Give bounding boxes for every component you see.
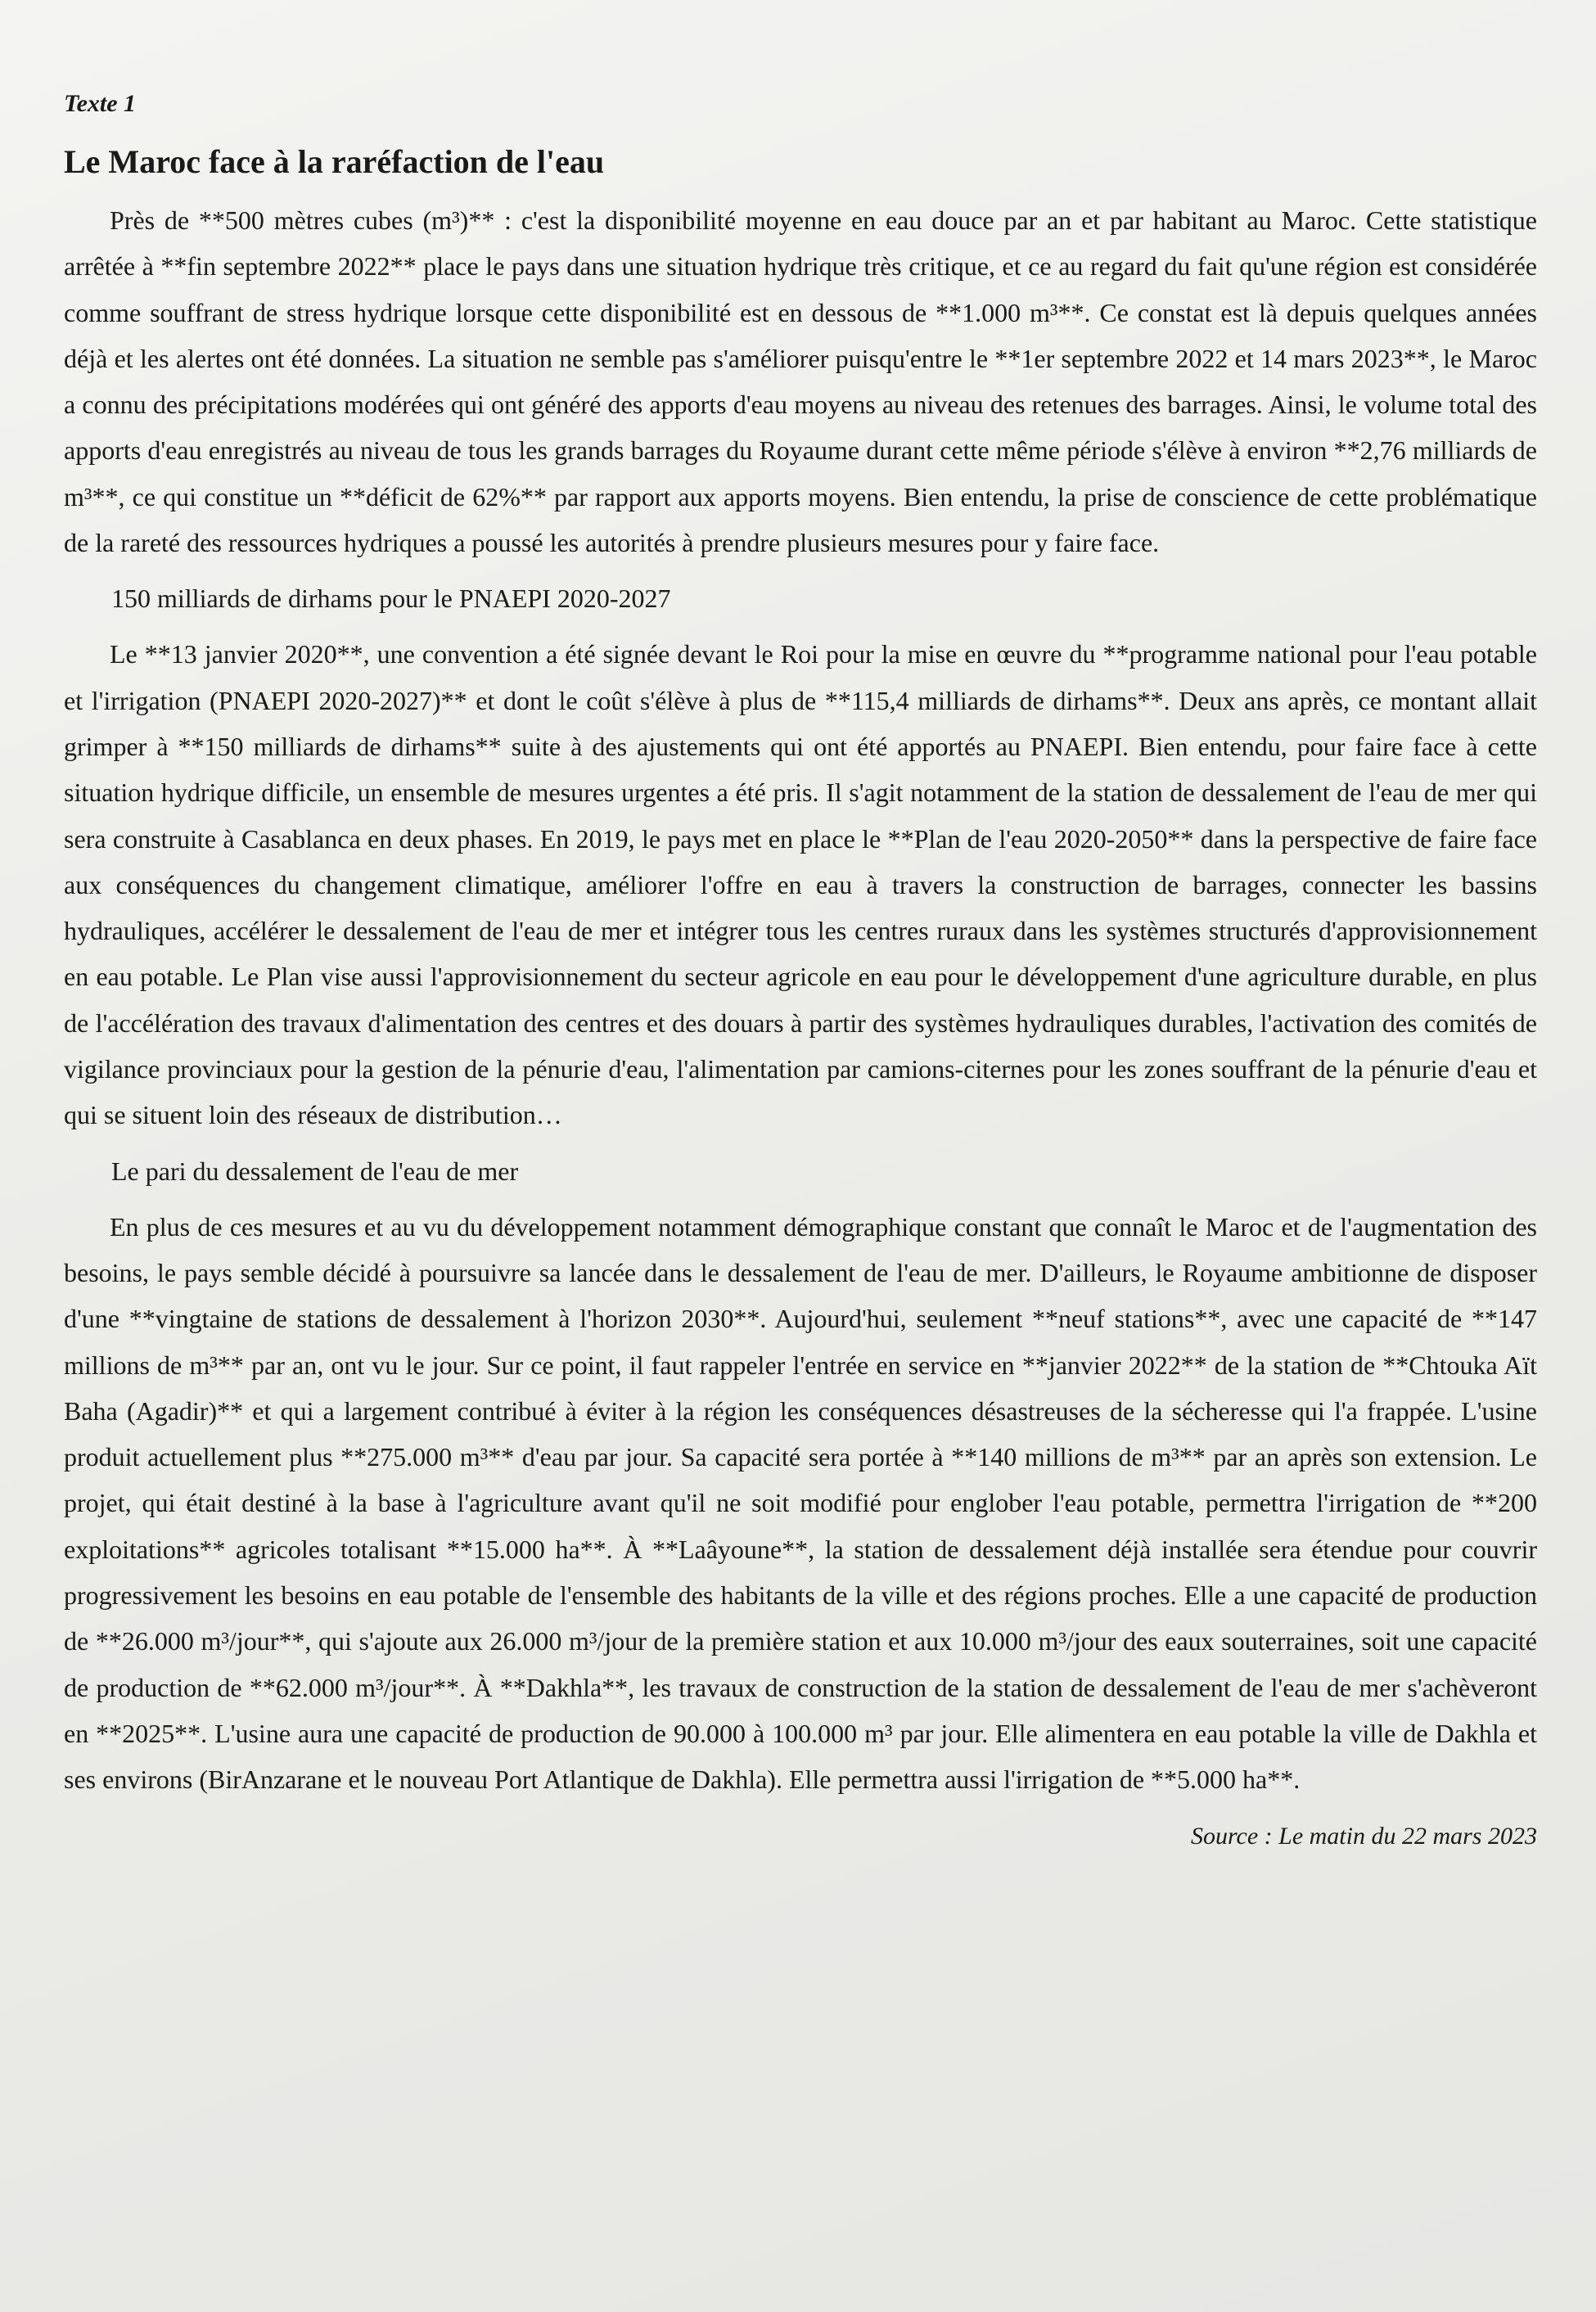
document-page <box>64 90 1537 1850</box>
article-title: Le Maroc face à la raréfaction de l'eau <box>64 143 605 180</box>
paragraph-3: En plus de ces mesures et au vu du développement notamment démographique constant que connaît le Maroc et de l'augmentation des besoins, le pays semble décidé à poursuivre sa lancée dans le dessalement de l'eau de mer. D'ailleurs, le Royaume ambitionne de disposer d'une **vingtaine de stations de dessalement à l'horizon 2030**. Aujourd'hui, seulement **neuf stations**, avec une capacité de **147 millions de m³** par an, ont vu le jour. Sur ce point, il faut rappeler l'entrée en service en **janvier 2022** de la station de **Chtouka Aït Baha (Agadir)** et qui a largement contribué à éviter à la région les conséquences désastreuses de la sécheresse qui l'a frappée. L'usine produit actuellement plus **275.000 m³** d'eau par jour. Sa capacité sera portée à **140 millions de m³** par an après son extension. Le projet, qui était destiné à la base à l'agriculture avant qu'il ne soit modifié pour englober l'eau potable, permettra l'irrigation de **200 exploitations** agricoles totalisant **15.000 ha**. À **Laâyoune**, la station de dessalement déjà installée sera étendue pour couvrir progressivement les besoins en eau potable de l'ensemble des habitants de la ville et des régions proches. Elle a une capacité de production de **26.000 m³/jour**, qui s'ajoute aux 26.000 m³/jour de la première station et aux 10.000 m³/jour des eaux souterraines, soit une capacité de production de **62.000 m³/jour**. À **Dakhla**, les travaux de construction de la station de dessalement de l'eau de mer s'achèveront en **2025**. L'usine aura une capacité de production de 90.000 à 100.000 m³ par jour. Elle alimentera en eau potable la ville de Dakhla et ses environs (BirAnzarane et le nouveau Port Atlantique de Dakhla). Elle permettra aussi l'irrigation de **5.000 ha**. <box>64 1211 1537 1795</box>
text-label: Texte 1 <box>64 90 137 117</box>
paragraph-1: Près de **500 mètres cubes (m³)** : c'est la disponibilité moyenne en eau douce par an et par habitant au Maroc. Cette statistique arrêtée à **fin septembre 2022** place le pays dans une situation hydrique très critique, et ce au regard du fait qu'une région est considérée comme souffrant de stress hydrique lorsque cette disponibilité est en dessous de **1.000 m³**. Ce constat est là depuis quelques années déjà et les alertes ont été données. La situation ne semble pas s'améliorer puisqu'entre le **1er septembre 2022 et 14 mars 2023**, le Maroc a connu des précipitations modérées qui ont généré des apports d'eau moyens au niveau des retenues des barrages. Ainsi, le volume total des apports d'eau enregistrés au niveau de tous les grands barrages du Royaume durant cette même période s'élève à environ **2,76 milliards de m³**, ce qui constitue un **déficit de 62%** par rapport aux apports moyens. Bien entendu, la prise de conscience de cette problématique de la rareté des ressources hydriques a poussé les autorités à prendre plusieurs mesures pour y faire face. <box>64 205 1537 558</box>
paragraph-2: Le **13 janvier 2020**, une convention a été signée devant le Roi pour la mise en œuvre du **programme national pour l'eau potable et l'irrigation (PNAEPI 2020-2027)** et dont le coût s'élève à plus de **115,4 milliards de dirhams**. Deux ans après, ce montant allait grimper à **150 milliards de dirhams** suite à des ajustements qui ont été apportés au PNAEPI. Bien entendu, pour faire face à cette situation hydrique difficile, un ensemble de mesures urgentes a été pris. Il s'agit notamment de la station de dessalement de l'eau de mer qui sera construite à Casablanca en deux phases. En 2019, le pays met en place le **Plan de l'eau 2020-2050** dans la perspective de faire face aux conséquences du changement climatique, améliorer l'offre en eau à travers la construction de barrages, connecter les bassins hydrauliques, accélérer le dessalement de l'eau de mer et intégrer tous les centres ruraux dans les systèmes structurés d'approvisionnement en eau potable. Le Plan vise aussi l'approvisionnement du secteur agricole en eau pour le développement d'une agriculture durable, en plus de l'accélération des travaux d'alimentation des centres et des douars à partir des systèmes hydrauliques durables, l'activation des comités de vigilance provinciaux pour la gestion de la pénurie d'eau, l'alimentation par camions-citernes pour les zones souffrant de la pénurie d'eau et qui se situent loin des réseaux de distribution… <box>64 639 1537 1130</box>
subheading-pnaepi: 150 milliards de dirhams pour le PNAEPI 2020-2027 <box>111 584 671 614</box>
subheading-dessalement: Le pari du dessalement de l'eau de mer <box>111 1156 519 1186</box>
source-citation: Source : Le matin du 22 mars 2023 <box>1190 1822 1537 1850</box>
